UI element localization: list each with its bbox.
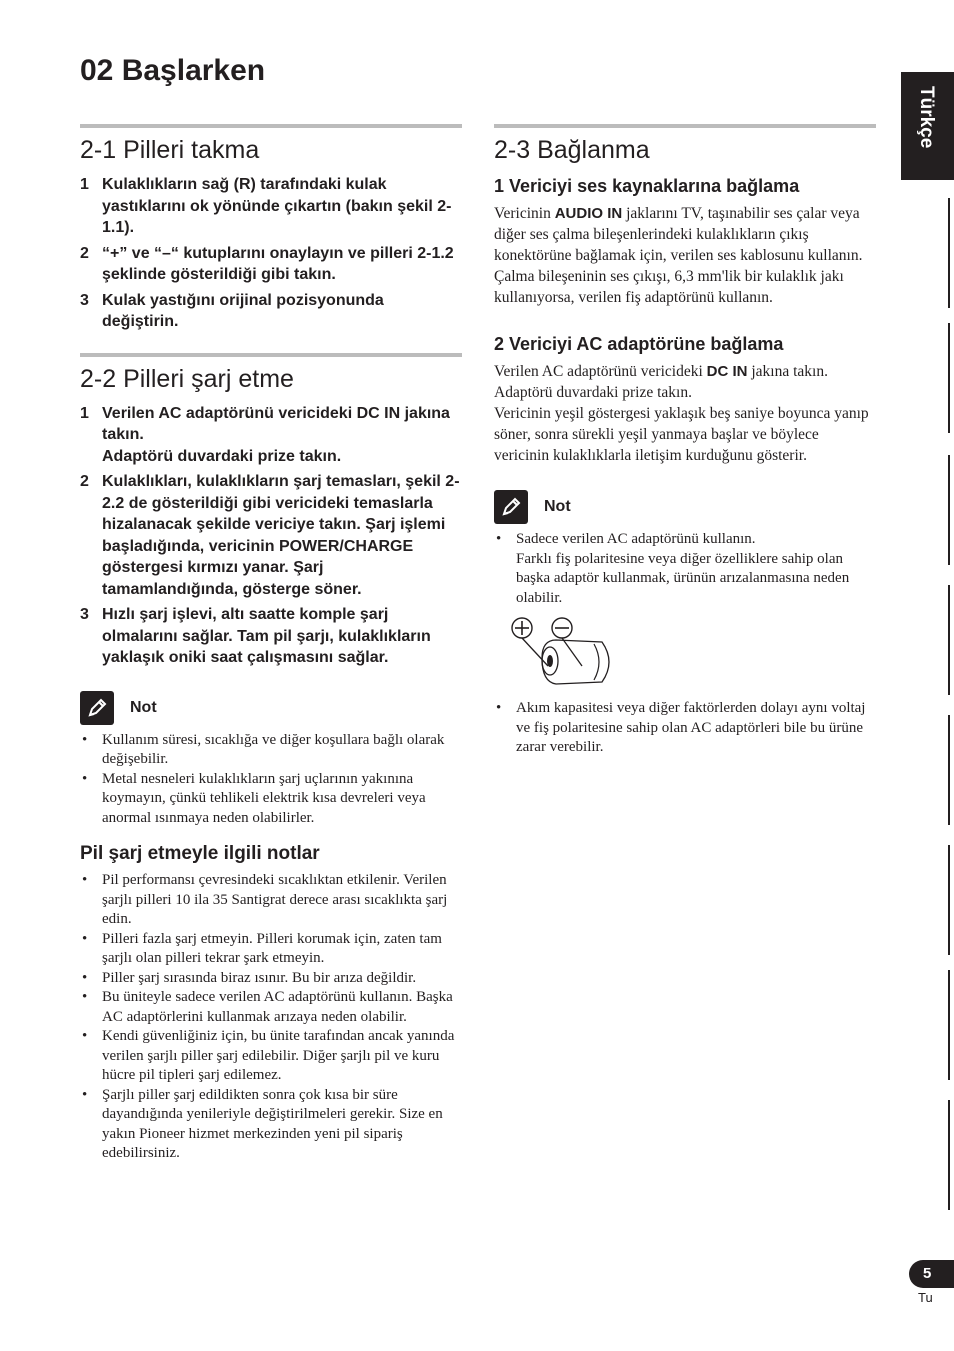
subsection-title-1: 1 Vericiyi ses kaynaklarına bağlama — [494, 176, 800, 196]
paragraph: Vericinin AUDIO IN jaklarını TV, taşınabilir ses çalar veya diğer ses çalma bileşenlerindeki kulaklıkların çıkış konektörüne bağlamak için, verilen ses kablosunu kullanın. — [494, 205, 863, 264]
audio-in-label: AUDIO IN — [554, 205, 623, 222]
step-text: Kulaklıkları, kulaklıkların şarj temasları, şekil 2-2.2 de gösterildiği gibi vericideki temaslarla hizalanacak şekilde vericiye takın. Şarj işlemi başladığında, vericinin POWER/CHARGE göstergesi kırmızı yanar. Şarj tamamlandığında, gösterge söner. — [102, 473, 460, 598]
section-rule — [80, 353, 462, 357]
right-column — [494, 124, 876, 758]
paragraph: Verilen AC adaptörünü vericideki DC IN jakına takın. Adaptörü duvardaki prize takın. — [494, 363, 828, 401]
paragraph: Çalma bileşeninin ses çıkışı, 6,3 mm'lik bir kulaklık jakı kullanıyorsa, verilen fiş adaptörünü kullanın. — [494, 268, 844, 306]
battery-notes-list — [80, 871, 462, 1164]
list-item: • Metal nesneleri kulaklıkların şarj uçlarının yakınına koymayın, çünkü tehlikeli elektrik kısa devreleri veya anormal ısınmaya neden olabilirler. — [82, 770, 426, 826]
section-title-2-1: 2-1 Pilleri takma — [80, 136, 260, 164]
note-text: Akım kapasitesi veya diğer faktörlerden dolayı aynı voltaj ve fiş polaritesine sahip olan AC adaptörleri bile bu ürüne zarar verebilir. — [516, 700, 866, 755]
step-number: 2 — [80, 473, 89, 490]
edge-marker — [948, 585, 950, 695]
list-item: • Şarjlı piller şarj edildikten sonra çok kısa bir süre dayandığında yenileriyle değiştirilmeleri gerekir. Size en yakın Pioneer hizmet merkezinden yeni pil sipariş edebilirsiniz. — [82, 1086, 443, 1161]
list-item: • Kullanım süresi, sıcaklığa ve diğer koşullara bağlı olarak değişebilir. — [82, 731, 445, 767]
battery-notes-heading: Pil şarj etmeyle ilgili notlar — [80, 843, 320, 864]
note-list — [494, 530, 876, 608]
pencil-note-icon — [80, 691, 114, 725]
list-item: • Piller şarj sırasında biraz ısınır. Bu bir arıza değildir. — [82, 969, 417, 986]
note-list — [80, 731, 462, 829]
step-item — [80, 604, 462, 669]
step-extra-text: Adaptörü duvardaki prize takın. — [102, 447, 342, 465]
note-text: Farklı fiş polaritesine veya diğer özelliklere sahip olan başka adaptör kullanmak, ürünün arızalanmasına neden olabilir. — [516, 550, 850, 606]
section-rule — [80, 124, 462, 128]
edge-marker — [948, 845, 950, 955]
step-text: “+” ve “–“ kutuplarını onaylayın ve pilleri 2-1.2 şeklinde gösterildiği gibi takın. — [102, 244, 454, 283]
note-text: Sadece verilen AC adaptörünü kullanın. — [516, 531, 756, 547]
step-item — [80, 290, 462, 333]
list-item: • Bu üniteyle sadece verilen AC adaptörünü kullanın. Başka AC adaptörlerini kullanmak arızaya neden olabilir. — [82, 989, 453, 1025]
step-text: Kulaklıkların sağ (R) tarafındaki kulak yastıklarını ok yönünde çıkartın (bakın şekil 2-1.1). — [102, 176, 452, 236]
page-number: 5 — [909, 1260, 954, 1288]
step-text: Verilen AC adaptörünü vericideki DC IN jakına takın. — [102, 404, 450, 443]
chapter-title: 02 Başlarken — [80, 54, 266, 87]
step-item — [80, 243, 462, 286]
list-item: • Sadece verilen AC adaptörünü kullanın. Farklı fiş polaritesine veya diğer özelliklere sahip olan başka adaptör kullanmak, ürünün arızalanmasına neden olabilir. — [496, 531, 850, 606]
step-number: 1 — [80, 176, 89, 193]
list-item: • Pilleri fazla şarj etmeyin. Pilleri korumak için, zaten tam şarjlı olan pilleri tekrar şark etmeyin. — [82, 930, 442, 966]
list-item: • Akım kapasitesi veya diğer faktörlerden dolayı aynı voltaj ve fiş polaritesine sahip olan AC adaptörleri bile bu ürüne zarar verebilir. — [496, 700, 866, 755]
edge-marker — [948, 323, 950, 433]
note-text: Kullanım süresi, sıcaklığa ve diğer koşullara bağlı olarak değişebilir. — [102, 731, 445, 767]
note-text: Piller şarj sırasında biraz ısınır. Bu bir arıza değildir. — [102, 969, 417, 986]
step-text: Hızlı şarj işlevi, altı saatte komple şarj olmalarını sağlar. Tam pil şarjı, kulaklıkların yaklaşık oniki saat çalışmasını sağlar. — [102, 606, 431, 666]
step-number: 3 — [80, 291, 89, 309]
paragraph: Vericinin yeşil göstergesi yaklaşık beş saniye boyunca yanıp söner, sonra sürekli yeşil yanmaya başlar ve böylece vericinin kulaklıklarla iletişim kurduğunu gösterir. — [494, 405, 869, 464]
edge-marker — [948, 715, 950, 825]
edge-marker — [948, 970, 950, 1080]
plug-polarity-icon — [506, 616, 876, 693]
note-text: Metal nesneleri kulaklıkların şarj uçlarının yakınına koymayın, çünkü tehlikeli elektrik kısa devreleri veya anormal ısınmaya neden olabilirler. — [102, 770, 426, 826]
note-label: Not — [130, 698, 157, 716]
step-item — [80, 403, 462, 468]
note-text: Şarjlı piller şarj edildikten sonra çok kısa bir süre dayandığında yenileriyle değiştirilmeleri gerekir. Size en yakın Pioneer hizmet merkezinden yeni pil sipariş edebilirsiniz. — [102, 1086, 443, 1161]
step-text: Kulak yastığını orijinal pozisyonunda değiştirin. — [102, 291, 384, 330]
subsection-title-2: 2 Vericiyi AC adaptörüne bağlama — [494, 334, 784, 354]
note-header — [80, 691, 462, 725]
section-rule — [494, 124, 876, 128]
step-item — [80, 174, 462, 239]
page-language-code: Tu — [918, 1290, 933, 1305]
list-item: • Kendi güvenliğiniz için, bu ünite tarafından ancak yanında verilen şarjlı piller şarj edilebilir. Diğer şarjlı pil ve kuru hücre pil tipleri şarj edilemez. — [82, 1028, 455, 1083]
language-tab — [901, 72, 954, 180]
left-column — [80, 124, 462, 1164]
edge-marker — [948, 198, 950, 308]
step-item — [80, 471, 462, 600]
language-tab-label: Türkçe — [916, 86, 937, 149]
step-number: 1 — [80, 404, 89, 422]
charge-steps — [80, 403, 462, 669]
note-label: Not — [544, 498, 571, 515]
section-title-2-2: 2-2 Pilleri şarj etme — [80, 364, 294, 393]
edge-marker — [948, 1100, 950, 1210]
step-number: 2 — [80, 244, 89, 262]
section-title-2-3: 2-3 Bağlanma — [494, 136, 650, 164]
list-item: • Pil performansı çevresindeki sıcaklıktan etkilenir. Verilen şarjlı pilleri 10 ila 35 Santigrat derece arası sıcaklıkta şarj edin. — [82, 872, 448, 927]
edge-marker — [948, 455, 950, 565]
dc-in-label: DC IN — [706, 363, 748, 380]
pencil-note-icon — [494, 490, 528, 524]
note-text: Pil performansı çevresindeki sıcaklıktan etkilenir. Verilen şarjlı pilleri 10 ila 35 Santigrat derece arası sıcaklıkta şarj edin. — [102, 872, 448, 927]
step-number: 3 — [80, 606, 89, 623]
note-header — [494, 490, 876, 524]
note-text: Pilleri fazla şarj etmeyin. Pilleri korumak için, zaten tam şarjlı olan pilleri tekrar şark etmeyin. — [102, 930, 442, 966]
note-text: Bu üniteyle sadece verilen AC adaptörünü kullanın. Başka AC adaptörlerini kullanmak arızaya neden olabilir. — [102, 989, 453, 1025]
note-list-2 — [494, 699, 876, 758]
note-text: Kendi güvenliğiniz için, bu ünite tarafından ancak yanında verilen şarjlı piller şarj edilebilir. Diğer şarjlı pil ve kuru hücre pil tipleri şarj edilemez. — [102, 1028, 455, 1083]
install-steps — [80, 174, 462, 333]
